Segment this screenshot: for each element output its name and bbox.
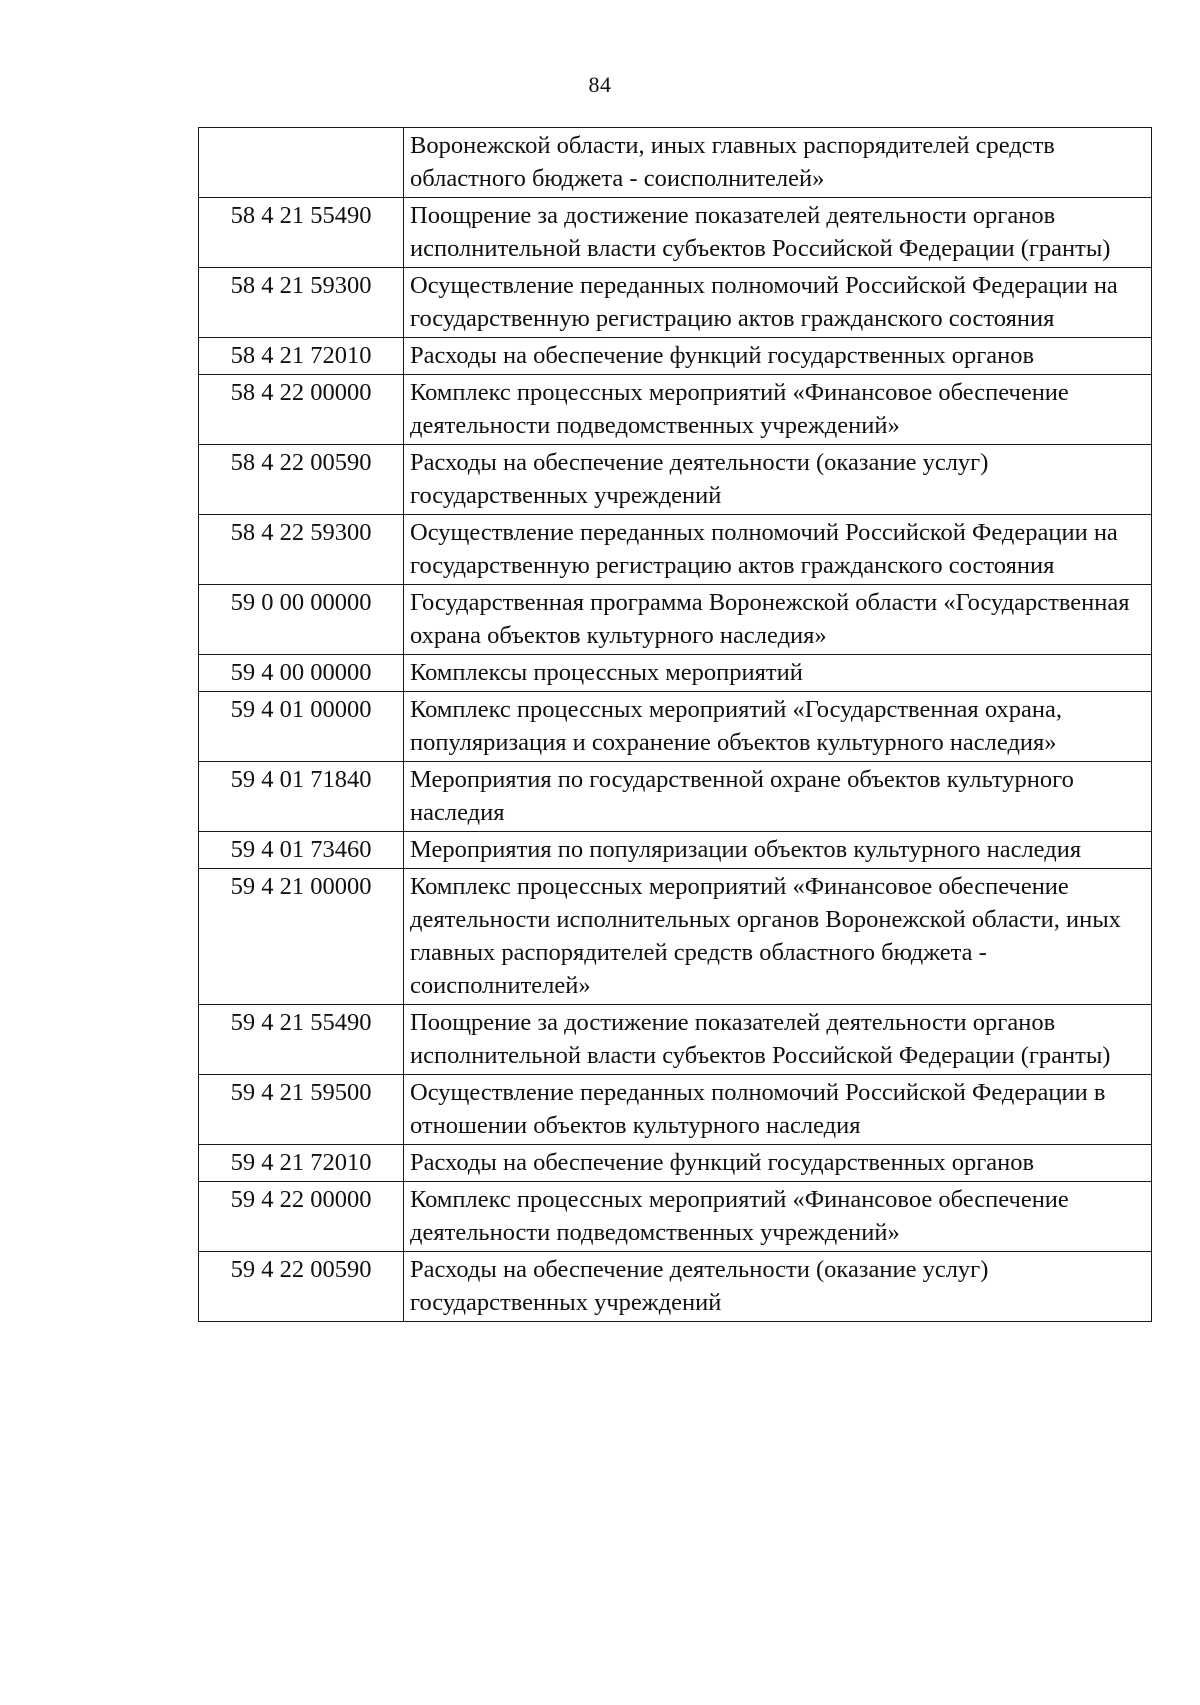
- table-row: [199, 1252, 1152, 1322]
- table-row: [199, 268, 1152, 338]
- row-name: Осуществление переданных полномочий Российской Федерации в отношении объектов культурного наследия: [404, 1075, 1152, 1145]
- table-row: [199, 762, 1152, 832]
- row-code: 59 4 21 59500: [199, 1075, 404, 1145]
- budget-classification-table: [198, 127, 1152, 1322]
- page-number: 84: [588, 72, 612, 97]
- row-name: Мероприятия по популяризации объектов культурного наследия: [404, 832, 1152, 869]
- table-row: [199, 869, 1152, 1005]
- row-code: 59 4 22 00590: [199, 1252, 404, 1322]
- row-code: 59 4 21 72010: [199, 1145, 404, 1182]
- row-name: Воронежской области, иных главных распорядителей средств областного бюджета - соисполнителей»: [404, 128, 1152, 198]
- row-code: 59 4 21 00000: [199, 869, 404, 1005]
- row-name: Расходы на обеспечение функций государственных органов: [404, 338, 1152, 375]
- row-name: Комплекс процессных мероприятий «Финансовое обеспечение деятельности подведомственных учреждений»: [404, 1182, 1152, 1252]
- row-code: 58 4 22 00000: [199, 375, 404, 445]
- table-row: [199, 832, 1152, 869]
- row-code: 58 4 22 00590: [199, 445, 404, 515]
- row-name: Поощрение за достижение показателей деятельности органов исполнительной власти субъектов Российской Федерации (гранты): [404, 1005, 1152, 1075]
- table-row: [199, 445, 1152, 515]
- row-name: Осуществление переданных полномочий Российской Федерации на государственную регистрацию актов гражданского состояния: [404, 515, 1152, 585]
- row-name: Расходы на обеспечение деятельности (оказание услуг) государственных учреждений: [404, 1252, 1152, 1322]
- row-name: Расходы на обеспечение деятельности (оказание услуг) государственных учреждений: [404, 445, 1152, 515]
- table-row: [199, 515, 1152, 585]
- row-name: Комплекс процессных мероприятий «Финансовое обеспечение деятельности подведомственных учреждений»: [404, 375, 1152, 445]
- table-body: [199, 128, 1152, 1322]
- table-row: [199, 338, 1152, 375]
- table-row: [199, 1145, 1152, 1182]
- row-name: Государственная программа Воронежской области «Государственная охрана объектов культурного наследия»: [404, 585, 1152, 655]
- row-name: Комплекс процессных мероприятий «Государственная охрана, популяризация и сохранение объектов культурного наследия»: [404, 692, 1152, 762]
- row-name: Поощрение за достижение показателей деятельности органов исполнительной власти субъектов Российской Федерации (гранты): [404, 198, 1152, 268]
- table-row: [199, 1182, 1152, 1252]
- row-name: Расходы на обеспечение функций государственных органов: [404, 1145, 1152, 1182]
- table-row: [199, 1005, 1152, 1075]
- row-code: 59 4 01 73460: [199, 832, 404, 869]
- row-code: 59 4 00 00000: [199, 655, 404, 692]
- row-code: 58 4 22 59300: [199, 515, 404, 585]
- row-code: 58 4 21 59300: [199, 268, 404, 338]
- row-code: 59 4 01 71840: [199, 762, 404, 832]
- table-row: [199, 198, 1152, 268]
- row-code: 58 4 21 72010: [199, 338, 404, 375]
- row-code: 59 4 22 00000: [199, 1182, 404, 1252]
- row-code: 59 4 21 55490: [199, 1005, 404, 1075]
- row-code: 59 0 00 00000: [199, 585, 404, 655]
- table-row: [199, 692, 1152, 762]
- table-row: [199, 128, 1152, 198]
- row-code: [199, 128, 404, 198]
- row-name: Осуществление переданных полномочий Российской Федерации на государственную регистрацию актов гражданского состояния: [404, 268, 1152, 338]
- row-name: Комплекс процессных мероприятий «Финансовое обеспечение деятельности исполнительных органов Воронежской области, иных главных распорядителей средств областного бюджета - соисполнителей»: [404, 869, 1152, 1005]
- row-name: Мероприятия по государственной охране объектов культурного наследия: [404, 762, 1152, 832]
- table-row: [199, 585, 1152, 655]
- table-row: [199, 375, 1152, 445]
- row-code: 59 4 01 00000: [199, 692, 404, 762]
- row-name: Комплексы процессных мероприятий: [404, 655, 1152, 692]
- table-row: [199, 655, 1152, 692]
- row-code: 58 4 21 55490: [199, 198, 404, 268]
- table-row: [199, 1075, 1152, 1145]
